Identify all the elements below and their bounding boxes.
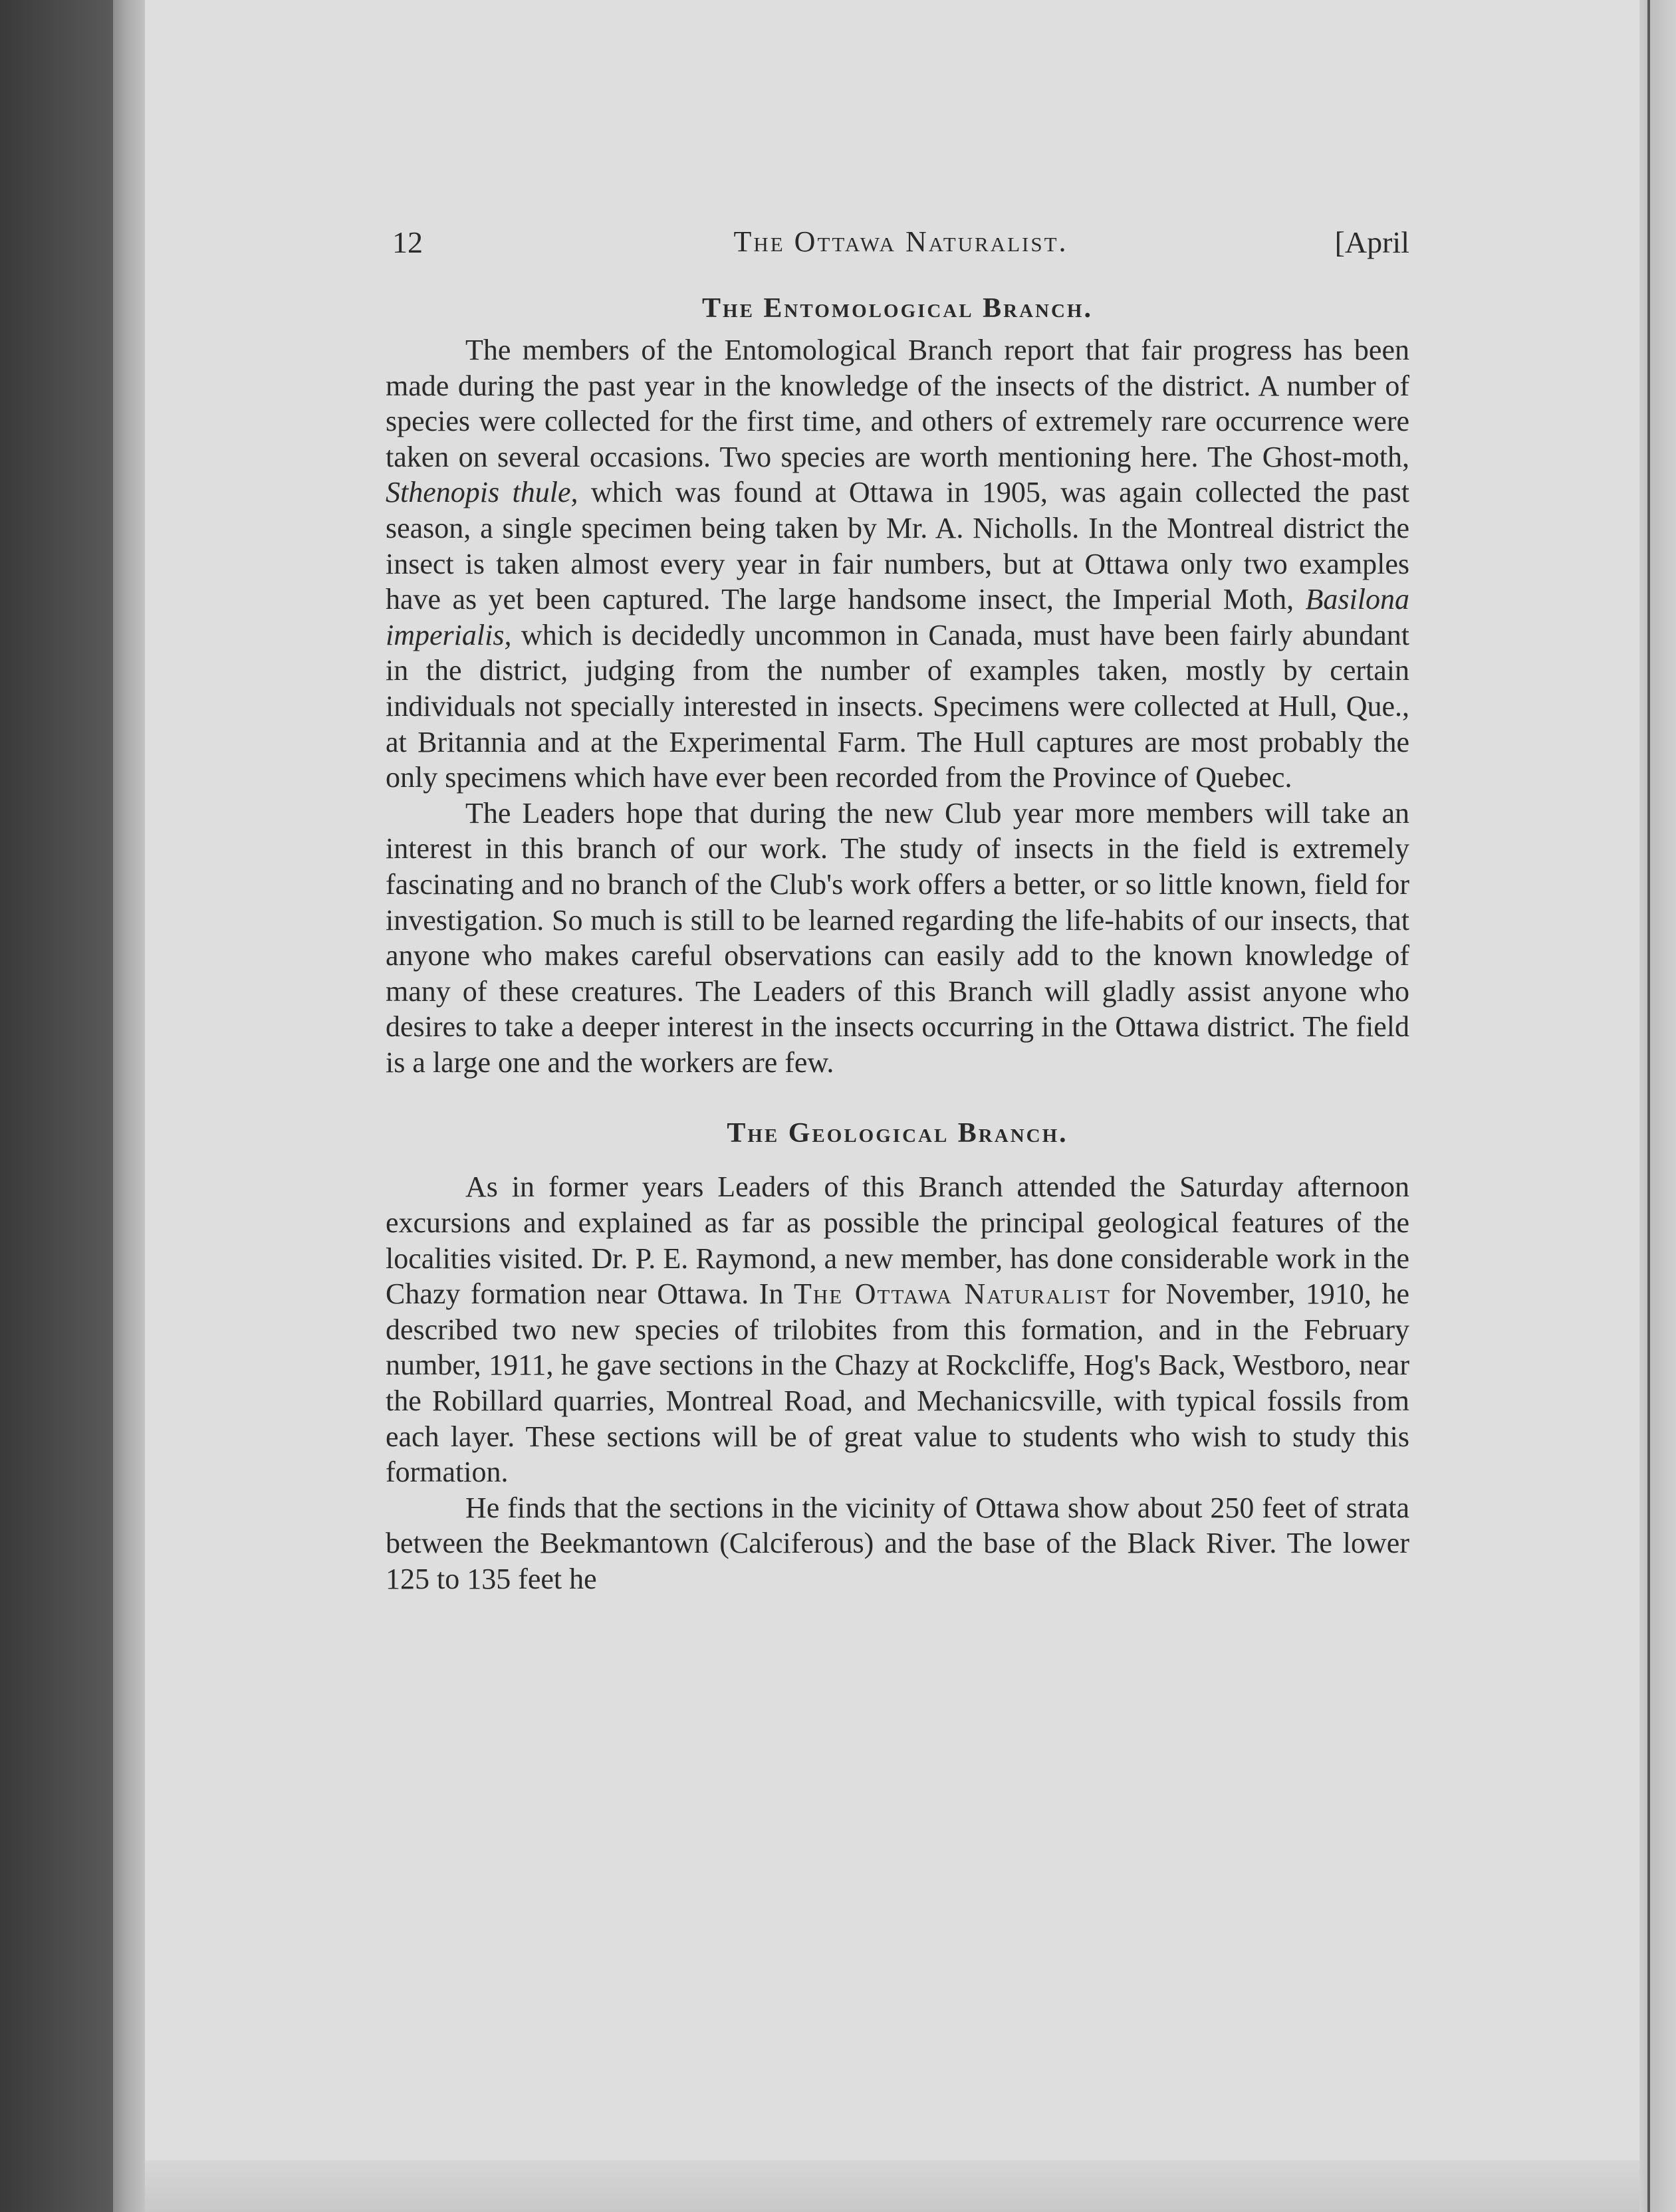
page-edge-line xyxy=(1647,0,1650,2212)
text-run: The members of the Entomological Branch report that fair progress has been made during the past year in the knowledge of the insects of the district. A number of species were collected for the first time, and others of extremely rare occurrence were taken on several occasions. Two species are worth mentioning here. The Ghost-moth, xyxy=(386,334,1409,473)
species-name: Sthenopis thule, xyxy=(386,476,578,509)
geological-paragraph-1 xyxy=(386,1169,1409,1490)
journal-title: The Ottawa Naturalist xyxy=(794,1277,1112,1311)
book-binding xyxy=(0,0,113,2212)
page-bottom-shadow xyxy=(145,2160,1639,2212)
running-title: The Ottawa Naturalist. xyxy=(733,225,1068,258)
text-run: As in former years Leaders of this Branch attended the Saturday afternoon excursions and explained as far as possible the principal geological features of the localities visited. Dr. P. E. Raymond, a new member, has done considerable work in the Chazy formation near Ottawa. In xyxy=(386,1170,1409,1311)
page-right-edge xyxy=(1639,0,1676,2212)
page-number: 12 xyxy=(392,225,423,259)
entomological-paragraph-1 xyxy=(386,332,1409,796)
text-run: which is decidedly uncommon in Canada, must have been fairly abundant in the district, judging from the number of examples taken, mostly by certain individuals not specially interested in insects. Specimens were collected at Hull, Que., at Britannia and at the Experimental Farm. The Hull captures are most probably the only specimens which have ever been recorded from the Province of Quebec. xyxy=(386,618,1409,794)
geological-paragraph-2: He finds that the sections in the vicinity of Ottawa show about 250 feet of strata between the Beekmantown (Calciferous) and the base of the Black River. The lower 125 to 135 feet he xyxy=(386,1491,1409,1595)
entomological-heading: The Entomological Branch. xyxy=(702,293,1093,324)
species-name: Basilona imperialis, xyxy=(386,583,1409,651)
entomological-paragraph-2: The Leaders hope that during the new Club year more members will take an interest in this branch of our work. The study of insects in the field is extremely fascinating and no branch of the Club's work offers a better, or so little known, field for investigation. So much is still to be learned regarding the life-habits of our insects, that anyone who makes careful observations can easily add to the known knowledge of many of these creatures. The Leaders of this Branch will gladly assist anyone who desires to take a deeper interest in the insects occurring in the Ottawa district. The field is a large one and the workers are few. xyxy=(386,796,1409,1079)
binding-edge xyxy=(113,0,145,2212)
text-run: for November, 1910, he described two new species of trilobites from this formation, and in the February number, 1911, he gave sections in the Chazy at Rockcliffe, Hog's Back, Westboro, near the Robillard quarries, Montreal Road, and Mechanicsville, with typical fossils from each layer. These sections will be of great value to students who wish to study this formation. xyxy=(386,1277,1409,1489)
text-run: which was found at Ottawa in 1905, was again collected the past season, a single specimen being taken by Mr. A. Nicholls. In the Montreal district the insect is taken almost every year in fair numbers, but at Ottawa only two examples have as yet been captured. The large handsome insect, the Imperial Moth, xyxy=(386,476,1409,616)
text-column xyxy=(386,290,1409,1597)
running-month: [April xyxy=(1334,225,1409,259)
running-header xyxy=(392,225,1409,271)
geological-heading: The Geological Branch. xyxy=(727,1118,1068,1149)
